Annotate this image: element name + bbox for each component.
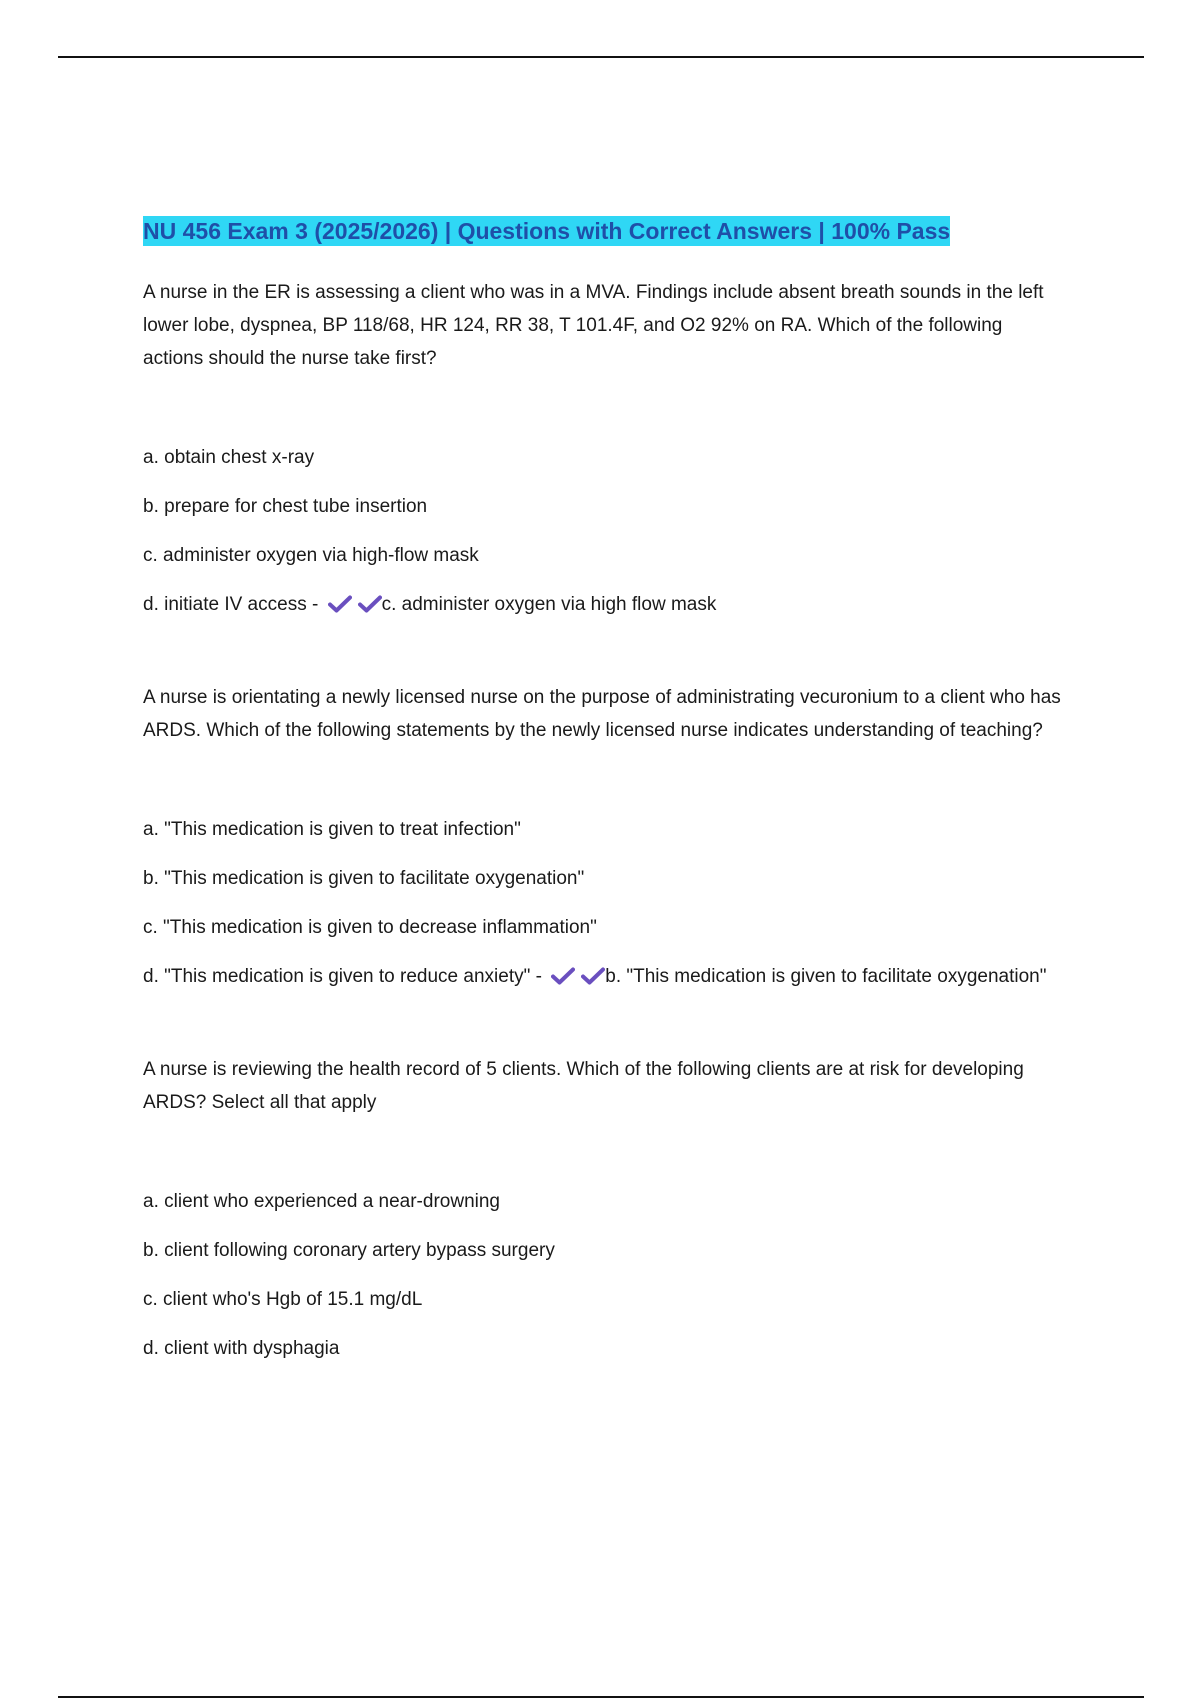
option-item	[143, 862, 1063, 895]
option-label: d. initiate IV access -	[143, 594, 319, 615]
option-list	[143, 1185, 1063, 1365]
title-block	[143, 214, 1063, 252]
question-text: A nurse in the ER is assessing a client who was in a MVA. Findings include absent breath sounds in the left lower lobe, dyspnea, BP 118/68, HR 124, RR 38, T 101.4F, and O2 92% on RA. Which of the following actions should the nurse take first?	[143, 282, 1044, 369]
top-rule	[58, 56, 1144, 58]
option-label: c. client who's Hgb of 15.1 mg/dL	[143, 1289, 423, 1310]
option-label: c. "This medication is given to decrease inflammation"	[143, 917, 597, 938]
option-label: a. client who experienced a near-drowning	[143, 1191, 500, 1212]
question-block-2	[143, 681, 1063, 993]
option-item	[143, 1185, 1063, 1218]
option-label: a. "This medication is given to treat infection"	[143, 819, 521, 840]
option-item	[143, 911, 1063, 944]
document-body	[143, 214, 1063, 1425]
question-text: A nurse is reviewing the health record of 5 clients. Which of the following clients are at risk for developing ARDS? Select all that apply	[143, 1059, 1024, 1113]
bottom-rule	[58, 1696, 1144, 1698]
option-item-with-answer	[143, 588, 1063, 621]
option-item	[143, 1332, 1063, 1365]
correct-answer: c. administer oxygen via high flow mask	[381, 594, 717, 615]
option-label: c. administer oxygen via high-flow mask	[143, 545, 479, 566]
option-label: d. "This medication is given to reduce anxiety" -	[143, 966, 542, 987]
question-block-3	[143, 1053, 1063, 1365]
option-label: b. client following coronary artery bypass surgery	[143, 1240, 555, 1261]
option-item	[143, 490, 1063, 523]
option-item	[143, 1283, 1063, 1316]
check-icon	[328, 595, 352, 613]
document-title: NU 456 Exam 3 (2025/2026) | Questions with Correct Answers | 100% Pass	[143, 218, 951, 244]
option-list	[143, 813, 1063, 993]
option-item	[143, 539, 1063, 572]
option-item	[143, 441, 1063, 474]
option-item	[143, 813, 1063, 846]
question-block-1	[143, 276, 1063, 621]
question-text: A nurse is orientating a newly licensed nurse on the purpose of administrating vecuronium to a client who has ARDS. Which of the following statements by the newly licensed nurse indicates understanding of teaching?	[143, 687, 1061, 741]
option-label: b. prepare for chest tube insertion	[143, 496, 428, 517]
correct-answer: b. "This medication is given to facilitate oxygenation"	[605, 966, 1047, 987]
check-icon	[551, 967, 575, 985]
option-item-with-answer	[143, 960, 1063, 993]
check-icon	[581, 967, 605, 985]
option-label: a. obtain chest x-ray	[143, 447, 315, 468]
option-item	[143, 1234, 1063, 1267]
option-list	[143, 441, 1063, 621]
option-label: b. "This medication is given to facilitate oxygenation"	[143, 868, 585, 889]
check-icon	[358, 595, 382, 613]
option-label: d. client with dysphagia	[143, 1338, 340, 1359]
